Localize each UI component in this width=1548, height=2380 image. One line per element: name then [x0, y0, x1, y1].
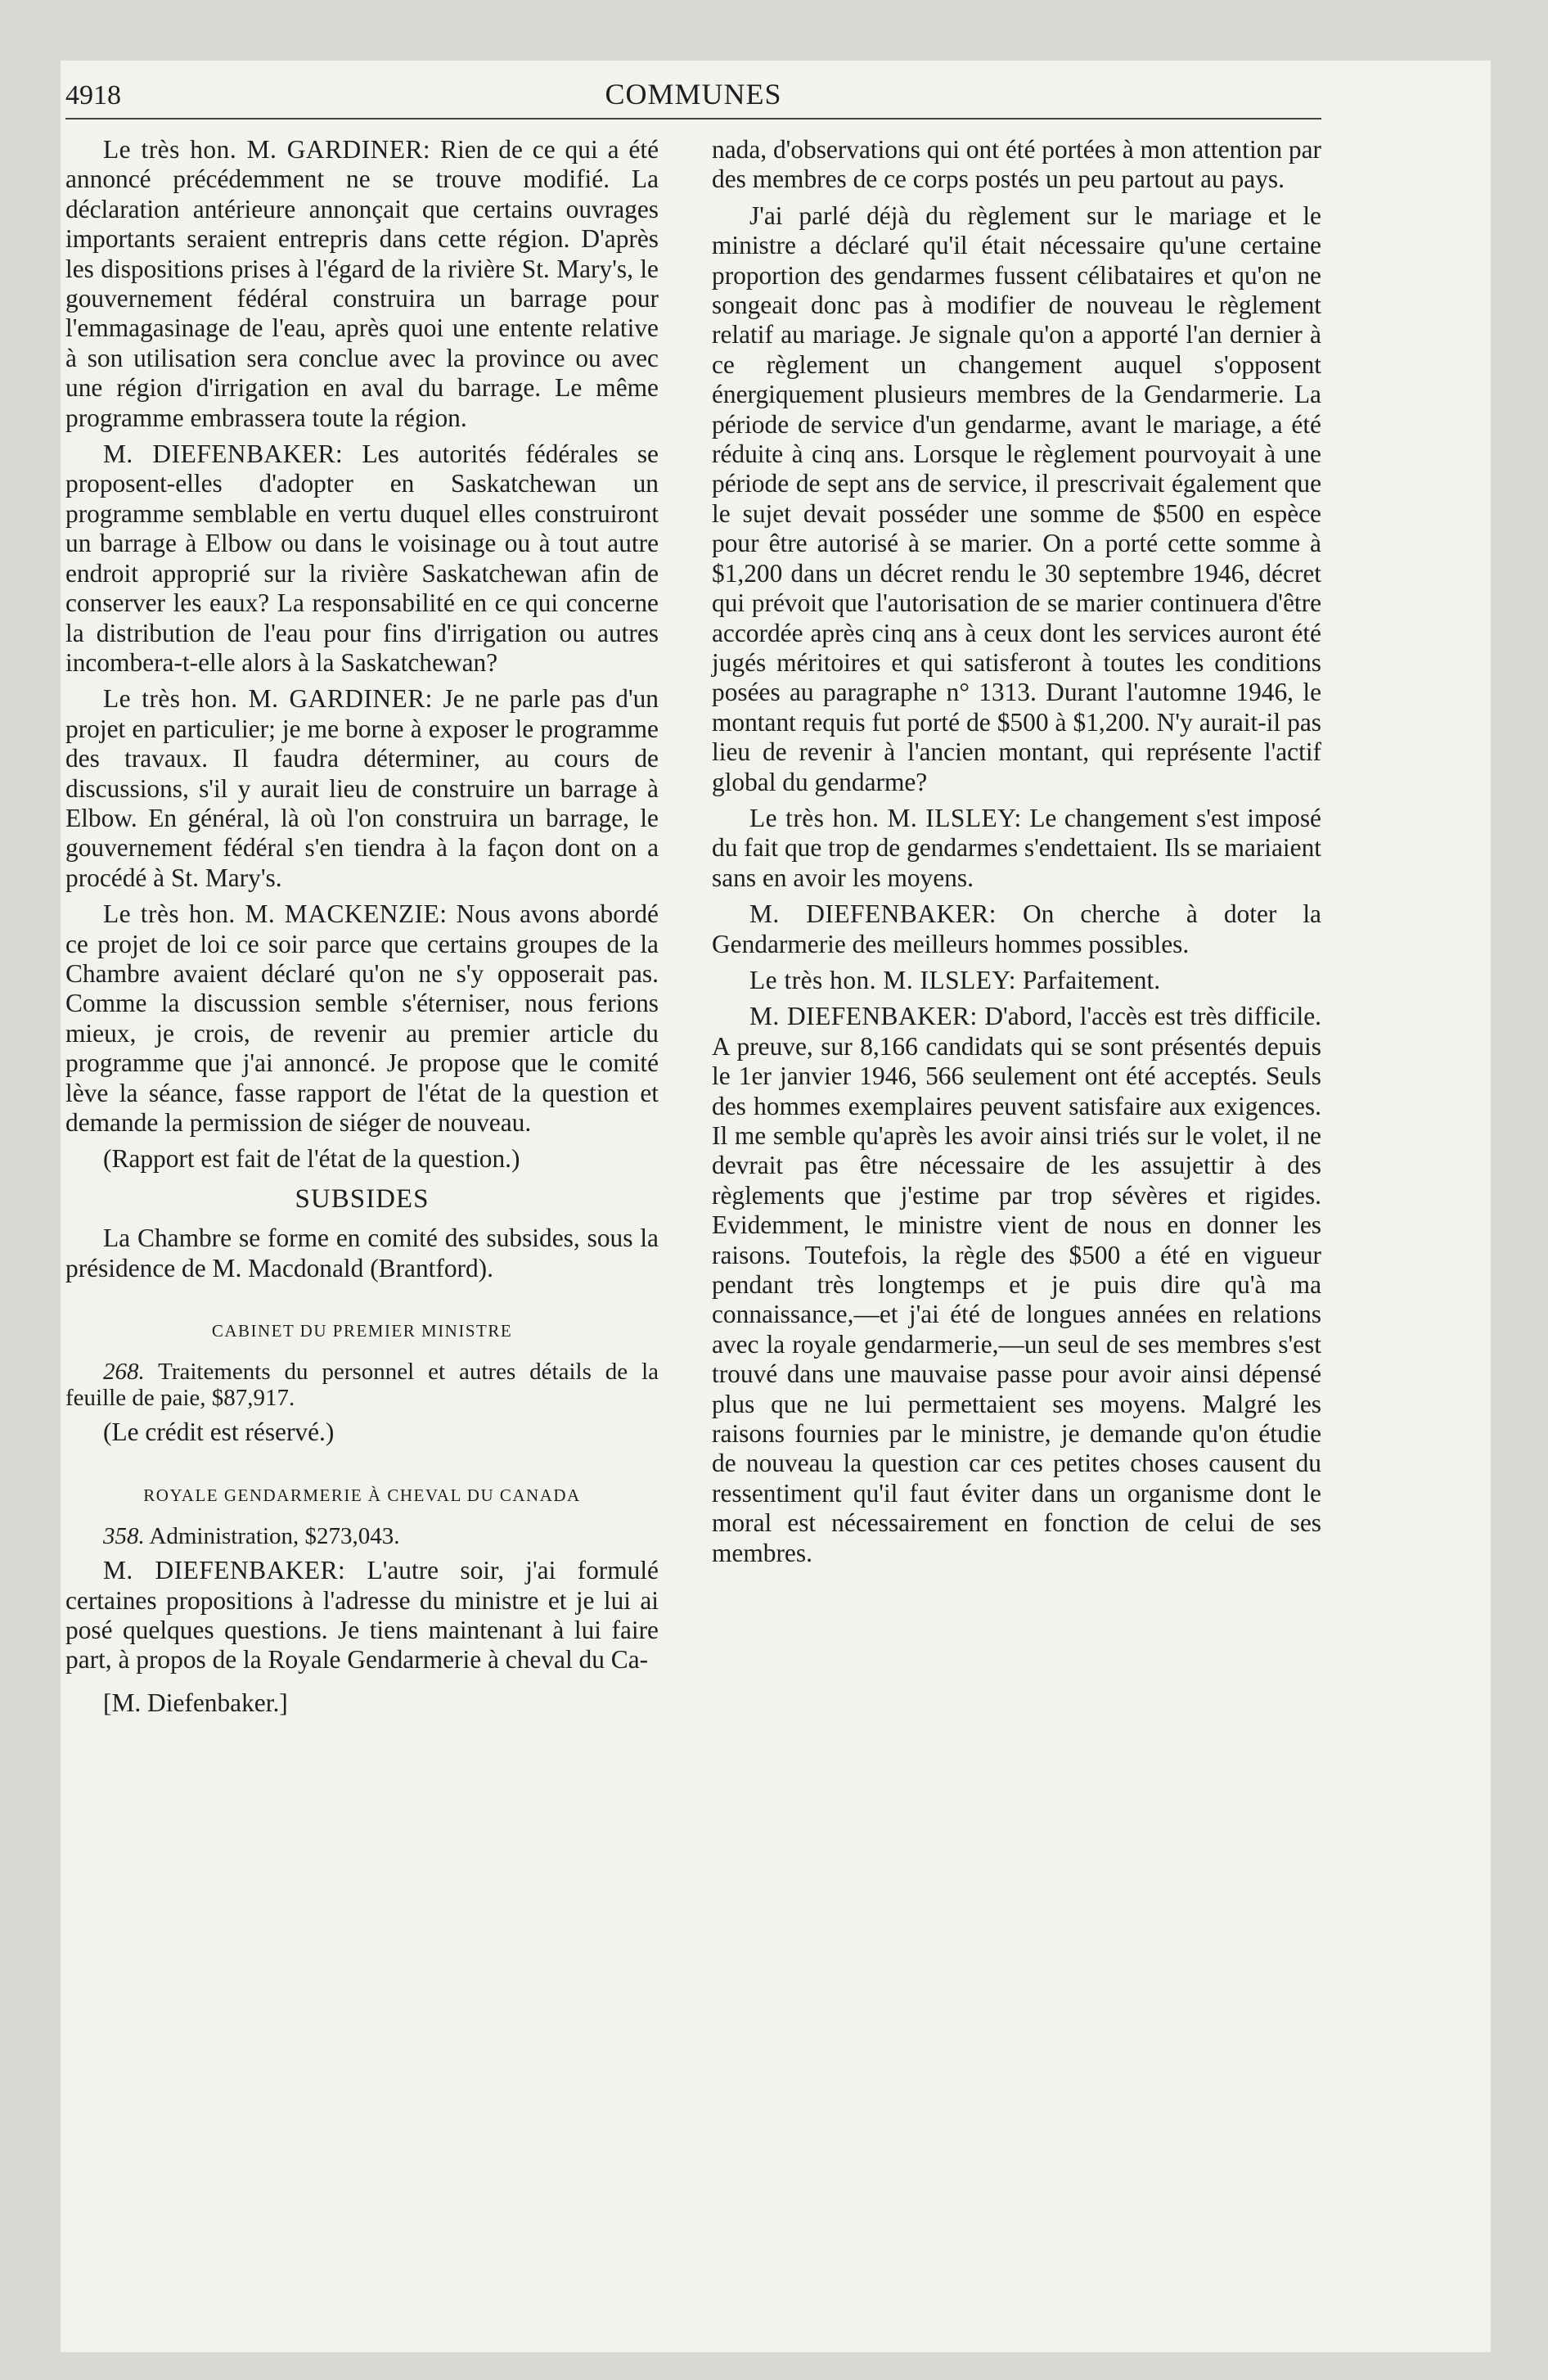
speaker-name: M. DIEFENBAKER: [103, 1556, 346, 1585]
estimate-item [65, 1523, 659, 1549]
section-heading: SUBSIDES [295, 1183, 430, 1214]
paragraph [712, 1002, 1321, 1568]
speech-text: Parfaitement. [1015, 965, 1161, 994]
item-text: Traitements du personnel et autres détails de la feuille de paie, $87,917. [65, 1359, 659, 1412]
speaker-name: M. DIEFENBAKER: [749, 899, 997, 929]
speaker-name: Le très hon. M. GARDINER: [103, 135, 431, 164]
paragraph [712, 966, 1321, 995]
page-header [65, 65, 1321, 119]
speaker-name: Le très hon. M. GARDINER: [103, 684, 433, 714]
footer-speaker: [M. Diefenbaker.] [103, 1688, 288, 1717]
speech-text: Rien de ce qui a été annoncé précédemment ne se trouve modifié. La déclaration antérieure annonçait que certains ouvrages importants seraient entrepris dans cette région. D'après les dispositions prises à l'égard de la rivière St. Mary's, le gouvernement fédéral construira un barrage pour l'emmagasinage de l'eau, après quoi une entente relative à son utilisation sera conclue avec la province ou avec une région d'irrigation en aval du barrage. Le même programme embrassera toute la région. [65, 135, 659, 432]
paragraph [712, 899, 1321, 959]
speech-text: D'abord, l'accès est très difficile. A preuve, sur 8,166 candidats qui se sont présentés depuis le 1er janvier 1946, 566 seulement ont été acceptés. Seuls des hommes exemplaires peuvent satisfaire aux exigences. Il me semble qu'après les avoir ainsi triés sur le volet, il ne devrait pas être nécessaire de les assujettir à des règlements que j'estime par trop sévères et rigides. Evidemment, le ministre vient de nous en donner les raisons. Toutefois, la règle des $500 a été en vigueur pendant très longtemps et je puis dire qu'à ma connaissance,—et j'ai été de longues années en relations avec la royale gendarmerie,—un seul de ses membres s'est trouvé dans une mauvaise passe pour avoir ainsi dépensé plus que ne lui permettaient ses moyens. Malgré les raisons fournies par le ministre, je demande qu'on étudie de nouveau la question car ces petites choses causent du ressentiment qu'il faut éviter dans un organisme dont le moral est nécessairement en fonction de celui de ses membres. [712, 1002, 1321, 1567]
department-heading: ROYALE GENDARMERIE À CHEVAL DU CANADA [143, 1485, 581, 1505]
page-number: 4918 [65, 80, 121, 110]
paragraph [65, 1556, 659, 1675]
speech-text: On cherche à doter la Gendarmerie des meilleurs hommes possibles. [712, 899, 1321, 958]
estimate-item [65, 1359, 659, 1411]
procedural-note: (Rapport est fait de l'état de la question.) [103, 1144, 520, 1174]
paragraph [65, 439, 659, 678]
right-column [712, 135, 1321, 1575]
speaker-name: Le très hon. M. ILSLEY: [749, 803, 1022, 832]
paragraph [712, 804, 1321, 893]
running-title: COMMUNES [605, 78, 782, 110]
speaker-name: Le très hon. M. ILSLEY: [749, 965, 1016, 994]
speaker-name: Le très hon. M. MACKENZIE: [103, 899, 448, 929]
speech-text: Je ne parle pas d'un projet en particulier; je me borne à exposer le programme des travaux. Il faudra déterminer, au cours de discussions, s'il y aurait lieu de construire un barrage à Elbow. En général, là où l'on construira un barrage, le gouvernement fédéral s'en tiendra à la façon dont on a procédé à St. Mary's. [65, 684, 659, 892]
item-number: 268. [103, 1359, 145, 1386]
speaker-name: M. DIEFENBAKER: [749, 1002, 978, 1031]
paragraph: La Chambre se forme en comité des subsides, sous la présidence de M. Macdonald (Brantford). [65, 1224, 659, 1282]
left-column [65, 135, 659, 1718]
item-number: 358. [103, 1523, 145, 1550]
item-text: Administration, $273,043. [144, 1523, 400, 1550]
paragraph [65, 135, 659, 433]
paragraph: nada, d'observations qui ont été portées à mon attention par des membres de ce corps postés un peu partout au pays. [712, 135, 1321, 194]
paragraph [65, 899, 659, 1138]
speaker-name: M. DIEFENBAKER: [103, 439, 344, 469]
credit-note: (Le crédit est réservé.) [103, 1418, 335, 1447]
speech-text: Le changement s'est imposé du fait que trop de gendarmes s'endettaient. Ils se mariaient sans en avoir les moyens. [712, 803, 1321, 892]
speech-text: Nous avons abordé ce projet de loi ce soir parce que certains groupes de la Chambre avaient déclaré qu'on ne s'y opposerait pas. Comme la discussion semble s'éterniser, nous ferions mieux, je crois, de revenir au premier article du programme que j'ai annoncé. Je propose que le comité lève la séance, fasse rapport de l'état de la question et demande la permission de siéger de nouveau. [65, 899, 659, 1137]
paragraph: J'ai parlé déjà du règlement sur le mariage et le ministre a déclaré qu'il était nécessaire qu'une certaine proportion des gendarmes fussent célibataires et qu'on ne songeait donc pas à modifier de nouveau le règlement relatif au mariage. Je signale qu'on a apporté l'an dernier à ce règlement un changement auquel s'opposent énergiquement plusieurs membres de la Gendarmerie. La période de service d'un gendarme, avant le mariage, a été réduite à cinq ans. Lorsque le règlement pourvoyait à une période de sept ans de service, il prescrivait également que le sujet devait posséder une somme de $500 en espèce pour être autorisé à se marier. On a porté cette somme à $1,200 dans un décret rendu le 30 septembre 1946, décret qui prévoit que l'autorisation de se marier continuera d'être accordée après cinq ans à ceux dont les services auront été jugés méritoires et qui satisferont à toutes les conditions posées au paragraphe n° 1313. Durant l'automne 1946, le montant requis fut porté de $500 à $1,200. N'y aurait-il pas lieu de revenir à l'ancien montant, qui représente l'actif global du gendarme? [712, 201, 1321, 796]
speech-text: Les autorités fédérales se proposent-elles d'adopter en Saskatchewan un programme semblable en vertu duquel elles construiront un barrage à Elbow ou dans le voisinage ou à tout autre endroit approprié sur la rivière Saskatchewan afin de conserver les eaux? La responsabilité en ce qui concerne la distribution de l'eau pour fins d'irrigation ou autres incombera-t-elle alors à la Saskatchewan? [65, 439, 659, 677]
speech-text: L'autre soir, j'ai formulé certaines propositions à l'adresse du ministre et je lui ai posé quelques questions. Je tiens maintenant à lui faire part, à propos de la Royale Gendarmerie à cheval du Ca- [65, 1556, 659, 1675]
paragraph [65, 684, 659, 893]
department-heading: CABINET DU PREMIER MINISTRE [211, 1321, 513, 1341]
